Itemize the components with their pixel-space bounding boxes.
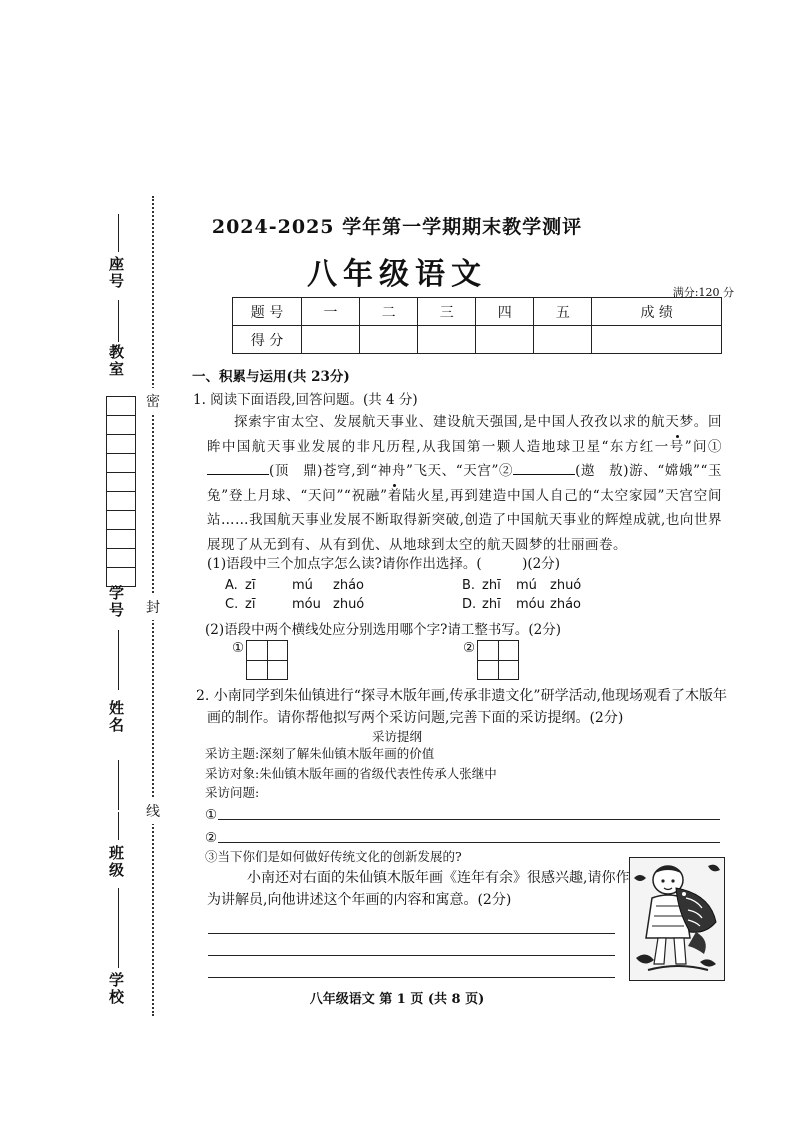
score-cell: 题 号 — [233, 298, 302, 326]
school-label: 学校 — [107, 972, 125, 1006]
score-input-cell[interactable] — [476, 326, 534, 354]
section-heading: 一、积累与运用(共 23分) — [192, 369, 350, 385]
student-id-grid[interactable] — [106, 396, 136, 587]
score-table-header-row — [233, 298, 722, 326]
room-label: 教室 — [107, 344, 125, 378]
score-input-cell[interactable] — [302, 326, 360, 354]
pinyin: zhuó — [550, 578, 582, 593]
full-score: 满分:120 分 — [672, 286, 734, 299]
score-input-cell[interactable] — [592, 326, 722, 354]
pinyin: mú — [516, 578, 537, 593]
answer-line-3[interactable] — [208, 933, 615, 934]
option-letter: C. — [225, 597, 239, 612]
pinyin: zhī — [482, 578, 501, 593]
dotted-char-mou: 号 — [669, 438, 685, 455]
subject-title: 八年级语文 — [307, 257, 487, 292]
name-label: 姓名 — [107, 700, 125, 734]
q1-stem: 1. 阅读下面语段,回答问题。(共 4 分) — [193, 392, 418, 408]
outline-title: 采访提纲 — [371, 729, 422, 744]
hint-1: (顶 鼎) — [269, 463, 323, 480]
question-3: ③当下你们是如何做好传统文化的创新发展的? — [205, 849, 462, 864]
option-letter: D. — [462, 597, 477, 612]
writing-grid-2[interactable] — [477, 640, 519, 680]
passage-text: 探索宇宙太空、发展航天事业、建设航天强国,是中国人孜孜以求的航天梦。回眸中国航天事业发展的非凡历程,从我国第一颗人造地球卫星“东方红一 — [207, 414, 722, 455]
seat-label: 座号 — [107, 256, 125, 290]
question-mark-1: ① — [205, 807, 218, 823]
blank-1[interactable] — [207, 460, 269, 475]
writing-grid-1[interactable] — [246, 640, 288, 680]
pinyin: zhī — [482, 597, 501, 612]
outline-topic: 采访主题:深刻了解朱仙镇木版年画的价值 — [205, 746, 435, 761]
passage-text: 苍穹,到“神舟”飞天、“天宫”② — [322, 463, 514, 480]
question-mark-2: ② — [205, 830, 218, 846]
seal-xian: 线 — [146, 798, 160, 824]
outline-questions-label: 采访问题: — [205, 785, 260, 800]
answer-line-2[interactable] — [218, 842, 720, 843]
blank-2[interactable] — [513, 460, 575, 475]
score-table — [232, 297, 722, 354]
pinyin: móu — [516, 597, 545, 612]
pinyin: zī — [245, 597, 256, 612]
option-letter: A. — [225, 578, 238, 593]
score-cell: 五 — [534, 298, 592, 326]
student-id-label: 学号 — [107, 585, 125, 619]
score-cell: 一 — [302, 298, 360, 326]
page-footer: 八年级语文 第 1 页 (共 8 页) — [309, 992, 485, 1007]
dotted-char-zhuo: 着 — [387, 487, 403, 504]
option-letter: B. — [462, 578, 476, 593]
passage-text: 陆火星,再到建造中国人自己的“太空家园”天宫空间站……我国航天事业发展不断取得新突破,创造了中国航天事业的辉煌成就,也向世界展现了从无到有、从有到优、从地球到太空的航天圆梦的壮丽画卷。 — [207, 487, 722, 553]
score-input-cell[interactable] — [418, 326, 476, 354]
q2-stem-line1: 2. 小南同学到朱仙镇进行“探寻木版年画,传承非遗文化”研学活动,他现场观看了木版年 — [196, 688, 728, 704]
score-input-cell[interactable] — [360, 326, 418, 354]
score-input-cell[interactable] — [534, 326, 592, 354]
answer-line-1[interactable] — [218, 819, 720, 820]
pinyin: zhuó — [333, 597, 365, 612]
school-line[interactable] — [118, 888, 119, 968]
pinyin: zháo — [550, 597, 581, 612]
grid-mark-2: ② — [463, 640, 476, 656]
answer-line-5[interactable] — [208, 977, 615, 978]
option-c[interactable] — [225, 597, 364, 612]
class-line[interactable] — [118, 812, 119, 840]
q1-sub1: (1)语段中三个加点字怎么读?请你作出选择。( )(2分) — [207, 556, 561, 572]
score-table-score-row — [233, 326, 722, 354]
score-cell: 四 — [476, 298, 534, 326]
option-a[interactable] — [225, 578, 364, 593]
exam-title: 2024-2025 学年第一学期期末教学测评 — [211, 216, 583, 238]
outline-target: 采访对象:朱仙镇木版年画的省级代表性传承人张继中 — [205, 766, 497, 781]
hint-2: (遨 敖) — [575, 463, 630, 480]
pinyin: mú — [292, 578, 313, 593]
woodblock-print-image — [629, 857, 725, 981]
boy-with-fish-illustration — [630, 858, 724, 980]
q2-stem-line2: 画的制作。请你帮他拟写两个采访问题,完善下面的采访提纲。(2分) — [207, 710, 624, 726]
q1-passage — [207, 410, 722, 558]
answer-line-4[interactable] — [208, 955, 615, 956]
passage-text: 游、“嫦娥”“玉兔”登上月球、“天问”“祝融” — [207, 463, 722, 504]
seal-feng: 封 — [146, 594, 160, 620]
q2-follow-line2: 为讲解员,向他讲述这个年画的内容和寓意。(2分) — [207, 892, 512, 908]
option-b[interactable] — [462, 578, 581, 593]
passage-text: ”问① — [684, 438, 723, 455]
name-line[interactable] — [118, 630, 119, 690]
score-cell: 二 — [360, 298, 418, 326]
q2-follow-line1: 小南还对右面的朱仙镇木版年画《连年有余》很感兴趣,请你作 — [247, 870, 630, 886]
pinyin: zháo — [333, 578, 364, 593]
pinyin: zī — [245, 578, 256, 593]
pinyin: móu — [292, 597, 321, 612]
q1-sub2: (2)语段中两个横线处应分别选用哪个字?请工整书写。(2分) — [205, 622, 561, 638]
room-line[interactable] — [118, 300, 119, 342]
score-cell: 三 — [418, 298, 476, 326]
seal-mi: 密 — [146, 388, 160, 414]
class-line-top[interactable] — [118, 760, 119, 810]
option-d[interactable] — [462, 597, 581, 612]
class-label: 班级 — [107, 845, 125, 879]
grid-mark-1: ① — [232, 640, 245, 656]
score-row-label: 得 分 — [233, 326, 302, 354]
score-cell: 成 绩 — [592, 298, 722, 326]
